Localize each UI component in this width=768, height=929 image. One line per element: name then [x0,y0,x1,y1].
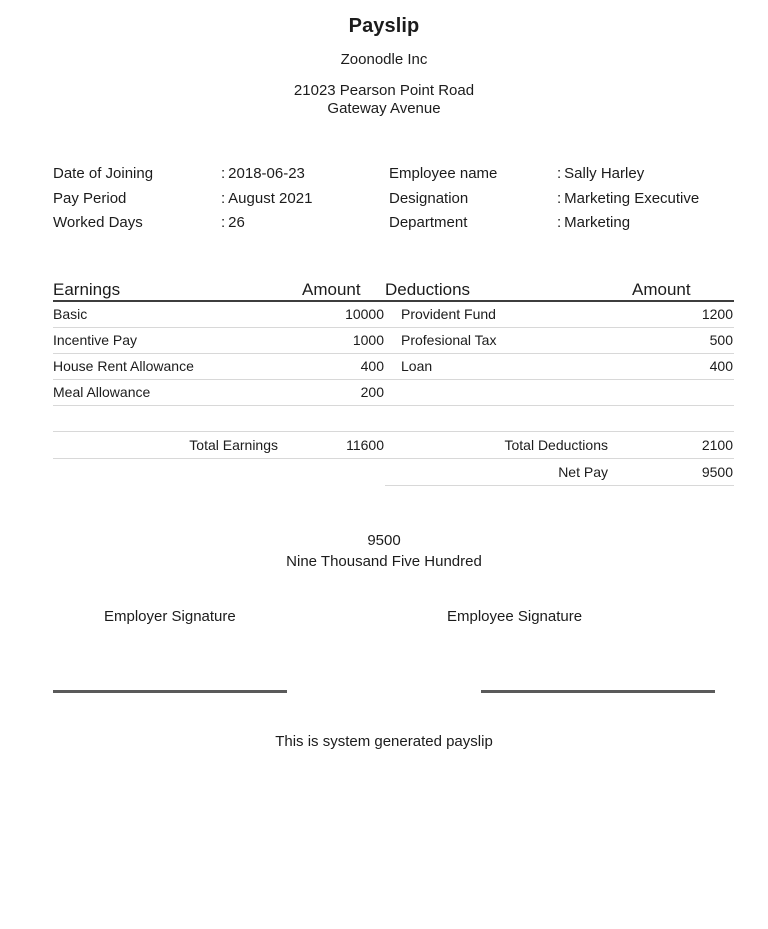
deduction-amount: 400 [616,353,734,379]
table-row [53,379,734,405]
footer-note: This is system generated payslip [275,732,493,750]
earning-amount: 200 [286,379,385,405]
separator-colon: : [221,214,226,231]
details-right-labels [389,162,557,236]
label-employee-name: Employee name [389,165,498,182]
label-department: Department [389,214,468,231]
column-header-earnings: Earnings [53,280,286,301]
employee-signature-rule [481,690,715,693]
value-employee-name-text: Sally Harley [564,165,645,182]
details-column-left [53,162,389,236]
details-column-right [389,162,716,236]
signature-labels [0,608,768,625]
net-pay-row [53,458,734,485]
total-earnings-label: Total Earnings [53,431,286,458]
earnings-deductions-table-wrapper [0,280,768,486]
value-date-of-joining [221,162,389,187]
total-deductions-label: Total Deductions [385,431,616,458]
total-earnings-amount: 11600 [286,431,385,458]
details-right-values [557,162,716,236]
employer-signature-rule [53,690,287,693]
earning-amount: 10000 [286,301,385,328]
table-row [53,301,734,328]
value-pay-period [221,187,389,212]
company-address-line-1: 21023 Pearson Point Road [293,82,475,99]
total-deductions-amount: 2100 [616,431,734,458]
separator-colon: : [557,214,562,231]
net-pay-summary [0,530,768,572]
value-worked-days-text: 26 [228,214,245,231]
column-header-earnings-amount: Amount [286,280,385,301]
company-address-line-2: Gateway Avenue [327,100,441,117]
value-designation [557,187,716,212]
spacer-cell [385,405,616,431]
table-row [53,353,734,379]
separator-colon: : [221,189,226,207]
value-pay-period-text: August 2021 [228,189,313,207]
label-worked-days: Worked Days [53,214,143,231]
table-head [53,280,734,301]
net-pay-summary-amount: 9500 [367,531,401,549]
earning-name: Meal Allowance [53,379,286,405]
earning-amount: 1000 [286,327,385,353]
value-employee-name [557,162,716,187]
deduction-amount-empty [616,379,734,405]
deduction-name: Profesional Tax [385,327,616,353]
value-date-of-joining-text: 2018-06-23 [228,165,305,182]
net-pay-amount: 9500 [616,458,734,485]
spacer-cell [616,405,734,431]
earning-name: House Rent Allowance [53,353,286,379]
net-pay-blank-cell [286,458,385,485]
signature-lines [0,690,768,693]
table-spacer-row [53,405,734,431]
label-date-of-joining: Date of Joining [53,165,154,182]
value-department [557,211,716,236]
page-title: Payslip [348,15,420,37]
deduction-name: Loan [385,353,616,379]
company-name: Zoonodle Inc [340,51,428,68]
deduction-amount: 1200 [616,301,734,328]
column-header-deductions-amount: Amount [616,280,734,301]
spacer-cell [53,405,286,431]
totals-row [53,431,734,458]
deduction-name: Provident Fund [385,301,616,328]
label-pay-period: Pay Period [53,189,127,207]
value-designation-text: Marketing Executive [564,189,700,207]
label-designation: Designation [389,189,469,207]
value-department-text: Marketing [564,214,631,231]
table-body [53,301,734,486]
net-pay-summary-words: Nine Thousand Five Hundred [286,552,482,570]
details-left-values [221,162,389,236]
employer-signature-label: Employer Signature [104,607,236,625]
earnings-deductions-table [53,280,734,486]
earning-name: Basic [53,301,286,328]
deduction-name-empty [385,379,616,405]
column-header-deductions: Deductions [385,280,616,301]
separator-colon: : [557,189,562,207]
value-worked-days [221,211,389,236]
employee-signature-line-cell [305,690,715,693]
document-header [0,0,768,118]
earning-amount: 400 [286,353,385,379]
earning-name: Incentive Pay [53,327,286,353]
separator-colon: : [557,165,562,182]
separator-colon: : [221,165,226,182]
employee-details [0,162,768,236]
table-header-row [53,280,734,301]
employer-signature-line-cell [53,690,305,693]
deduction-amount: 500 [616,327,734,353]
details-left-labels [53,162,221,236]
spacer-cell [286,405,385,431]
employee-signature-label: Employee Signature [447,607,583,625]
net-pay-label: Net Pay [385,458,616,485]
company-address [0,82,768,118]
table-row [53,327,734,353]
net-pay-blank-cell [53,458,286,485]
